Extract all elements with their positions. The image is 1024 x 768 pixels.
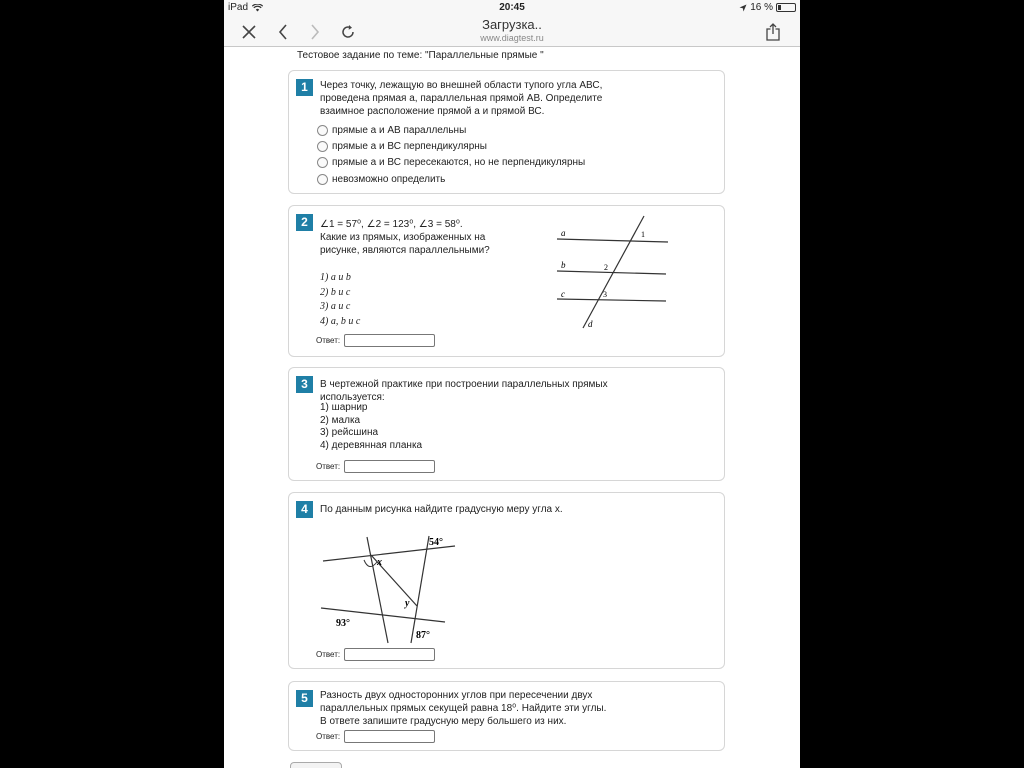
question-number: 3 (296, 376, 313, 393)
share-button[interactable] (760, 19, 786, 45)
option-label: невозможно определить (332, 174, 446, 185)
question-number: 1 (296, 79, 313, 96)
test-heading: Тестовое задание по теме: "Параллельные прямые " (297, 50, 544, 61)
ipad-screen (224, 0, 800, 768)
line-a (557, 239, 668, 242)
label-y: y (405, 598, 410, 609)
label-x: x (377, 557, 382, 568)
question-card-3 (288, 367, 725, 481)
answer-choices (320, 402, 422, 452)
option-label: прямые a и ВС перпендикулярны (332, 141, 487, 152)
share-icon (766, 23, 780, 41)
option-3[interactable] (317, 157, 585, 168)
answer-label: Ответ: (316, 732, 341, 741)
question-text: Разность двух односторонних углов при пересечении двух параллельных прямых секущей равна 18⁰. Найдите эти углы. В ответе запишите градусную меру большего из них. (320, 690, 607, 727)
label-87: 87° (416, 630, 430, 641)
radio-button[interactable] (317, 125, 328, 136)
choice: 2) b и c (320, 286, 351, 298)
answer-choices (320, 271, 360, 329)
question-number: 5 (296, 690, 313, 707)
label-c: c (561, 289, 565, 299)
answer-row (316, 648, 435, 661)
label-93: 93° (336, 618, 350, 629)
parallel-lines-figure (553, 214, 673, 334)
answer-input[interactable] (344, 334, 435, 347)
question-number: 2 (296, 214, 313, 231)
option-label: прямые a и АВ параллельны (332, 125, 467, 136)
choice: 4) a, b и c (320, 315, 361, 327)
answer-label: Ответ: (316, 462, 341, 471)
page-title: Загрузка.. (482, 17, 542, 32)
label-a: a (561, 228, 566, 238)
clock: 20:45 (499, 2, 525, 13)
label-b: b (561, 260, 566, 270)
question-text: Через точку, лежащую во внешней области тупого угла АВС, проведена прямая a, параллельная прямой АВ. Определите взаимное расположение прямой a и прямой ВС. (320, 80, 603, 117)
choice: 1) a и b (320, 272, 351, 283)
answer-input[interactable] (344, 730, 435, 743)
choice: 2) малка (320, 414, 361, 426)
question-number: 4 (296, 501, 313, 518)
question-card-2 (288, 205, 725, 357)
answer-label: Ответ: (316, 336, 341, 345)
device-name: iPad (228, 2, 249, 13)
url-field[interactable]: www.diagtest.ru (480, 33, 544, 43)
label-angle-3: 3 (603, 290, 607, 299)
option-1[interactable] (317, 125, 466, 136)
browser-toolbar (224, 16, 800, 47)
answer-label: Ответ: (316, 650, 341, 659)
question-text: По данным рисунка найдите градусную меру угла x. (320, 504, 563, 515)
choice: 1) шарнир (320, 402, 368, 413)
option-label: прямые a и ВС пересекаются, но не перпендикулярны (332, 157, 586, 168)
line-b (557, 271, 666, 274)
answer-row (316, 334, 435, 347)
radio-button[interactable] (317, 157, 328, 168)
status-bar (224, 0, 800, 16)
answer-input[interactable] (344, 460, 435, 473)
top-line (323, 546, 455, 561)
radio-button[interactable] (317, 141, 328, 152)
choice: 3) рейсшина (320, 427, 379, 438)
right-transversal (411, 536, 429, 643)
line-c (557, 299, 666, 301)
label-angle-1: 1 (641, 230, 645, 239)
question-card-4 (288, 492, 725, 669)
choice: 3) a и c (320, 301, 351, 312)
submit-button-partial[interactable] (290, 762, 342, 768)
label-54: 54° (429, 537, 443, 548)
answer-input[interactable] (344, 648, 435, 661)
label-angle-2: 2 (604, 263, 608, 272)
question-text: В чертежной практике при построении параллельных прямых используется: (320, 379, 608, 403)
angle-x-arc (364, 560, 377, 567)
location-arrow-icon (739, 4, 747, 12)
option-4[interactable] (317, 174, 445, 185)
answer-row (316, 460, 435, 473)
answer-row (316, 730, 435, 743)
choice: 4) деревянная планка (320, 439, 423, 451)
question-card-1 (288, 70, 725, 194)
question-text: ∠1 = 57⁰, ∠2 = 123⁰, ∠3 = 58⁰. Какие из прямых, изображенных на рисунке, являются параллельными? (320, 219, 490, 256)
question-card-5 (288, 681, 725, 751)
battery-icon (776, 3, 796, 12)
radio-button[interactable] (317, 174, 328, 185)
option-2[interactable] (317, 141, 487, 152)
label-d: d (588, 319, 593, 329)
left-transversal (367, 537, 388, 643)
angles-figure (317, 525, 462, 645)
battery-percent: 16 % (750, 2, 773, 13)
